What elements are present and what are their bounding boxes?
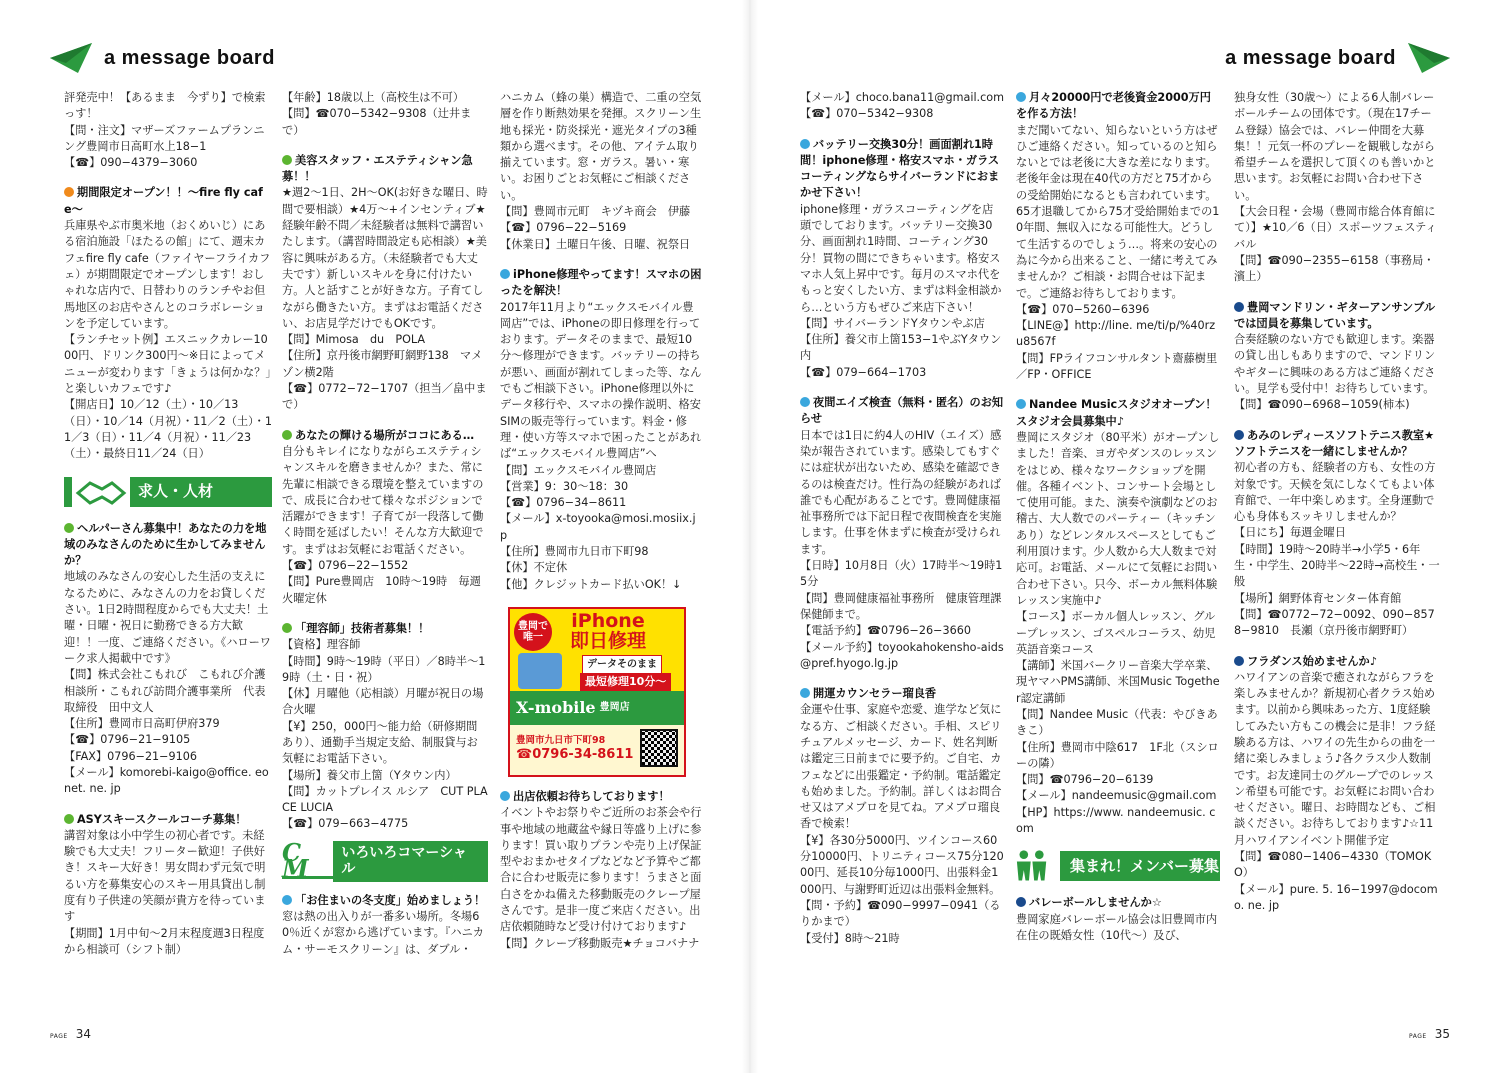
ad-top (510, 609, 684, 691)
article (1234, 428, 1440, 640)
bullet-dot-icon (800, 688, 810, 698)
article-line: 【問】カットプレイス ルシア CUT PLACE LUCIA (282, 784, 488, 815)
article-line: 【問】豊岡市元町 キヅキ商会 伊藤 (500, 205, 691, 219)
article-line: 【問】☎0772−72−0092、090−8578−9810 長瀬（京丹後市網野町） (1234, 607, 1435, 638)
brand-store: 豊岡店 (599, 701, 630, 713)
page-number-left (50, 1027, 91, 1041)
article-title-text: 美容スタッフ・エステティシャン急募！！ (282, 153, 473, 184)
article-line: 【他】クレジットカード払いOK！↓ (500, 577, 682, 591)
article-line: 【問】サイバーランドYタウンやぶ店 (800, 316, 985, 330)
page-gutter (742, 0, 758, 1073)
article-line: 【場所】養父市上箇（Yタウン内） (282, 768, 457, 782)
article-line: 【期間】1月中旬〜2月末程度週3日程度から相談可（シフト制） (64, 926, 265, 956)
article-list (282, 893, 488, 958)
article-title (64, 185, 272, 218)
article-line: ★週2〜1日、2H〜OK(お好きな曜日、時間で要相談）★4万〜+インセンティブ★経験年齢不問／未経験者は無料で講習いたします。（講習時間設定も応相談）★美容に興味がある方。（未経験者でも大丈夫です）新しいスキルを身に付けたい方。人と話すことが好きな方。子育てしながら働きたい方。まずはお電話ください、お店見学だけでもOKです。 (282, 186, 488, 330)
bullet-dot-icon (500, 269, 510, 279)
header-title: a message board (104, 46, 275, 69)
article-title (1016, 90, 1220, 123)
article (1016, 895, 1220, 944)
bullet-dot-icon (1234, 656, 1244, 666)
ad-tel: ☎0796-34-8611 (516, 746, 634, 762)
bullet-dot-icon (800, 397, 810, 407)
article-line: 【問】Nandee Music（代表：やびきあきこ） (1016, 707, 1218, 738)
article-list (64, 90, 272, 463)
article-title (1016, 895, 1220, 911)
article-line: 【休業日】土曜日午後、日曜、祝祭日 (500, 237, 691, 251)
article-list (1016, 895, 1220, 944)
article-title (64, 521, 272, 570)
article-line: 【住所】豊岡市日高町伊府379 (64, 717, 220, 731)
ad-address: 豊岡市九日市下町98 (516, 734, 606, 746)
article-line: 初心者の方も、経験者の方も、女性の方対象です。天候を気にしなくてもよい体育館で、一年中楽しめます。全身運動で心も身体もスッキリしませんか？ (1234, 461, 1436, 524)
article-title-text: 期間限定オープン！！〜fire fly cafe〜 (64, 186, 263, 216)
page-label: PAGE (1409, 1033, 1427, 1040)
article-title (282, 621, 488, 637)
article (282, 893, 488, 958)
article-title (1234, 654, 1440, 670)
bullet-dot-icon (64, 187, 74, 197)
article-title (500, 267, 702, 300)
article-line: 金運や仕事、家庭や恋愛、進学など気になる方、ご相談ください。手相、スピリチュアルメッセージ、カード、姓名判断は鑑定三日前までに要予約。ご自宅、カフェなどに出張鑑定・予約制。電話鑑定も始めました。予約制。詳しくはお問合せ又はアメブロを見てね。アメブロ瑠良香で検索！ (800, 703, 1002, 831)
article-list (64, 521, 272, 959)
article-line: 【資格】理容師 (282, 638, 361, 652)
article (282, 428, 488, 607)
article (800, 395, 1013, 672)
article (282, 621, 488, 833)
bullet-dot-icon (282, 895, 292, 905)
article-title-text: 開運カウンセラー瑠良香 (813, 687, 937, 701)
article-line: 【☎】079−664−1703 (800, 365, 927, 379)
article-title-text: 豊岡マンドリン・ギターアンサンブルでは団員を募集しています。 (1234, 300, 1436, 330)
section-title: いろいろコマーシャル (333, 841, 488, 882)
article-line: 【休】月曜他（応相談）月曜が祝日の場合火曜 (282, 687, 484, 717)
article-line: 【LINE@】http://line. me/ti/p/%40rzu8567f (1016, 319, 1216, 349)
article-line: 【メール予約】toyookahokensho-aids@pref.hyogo.lg.jp (800, 640, 1004, 670)
article (800, 137, 1004, 381)
column-5 (1016, 90, 1220, 1020)
article (800, 90, 1004, 123)
section-banner-members (1016, 851, 1220, 881)
article-line: 【大会日程・会場（豊岡市総合体育館にて）】★10／6（日）スポーツフェスティバル (1234, 205, 1437, 251)
article (500, 267, 702, 593)
article-line: 合奏経験のない方でも歓迎します。楽器の貸し出しもありますので、マンドリンやギターに興味のある方はご連絡ください。見学も受付中！お待ちしています。 (1234, 333, 1436, 396)
cm-logo: CM (282, 837, 309, 884)
article-title-text: 月々20000円で老後資金2000万円を作る方法！ (1016, 91, 1211, 121)
handshake-icon (72, 471, 130, 511)
article-line: まだ聞いてない、知らないという方はぜひご連絡ください。知っているのと知らないとでは老後に大きな差になります。老後年金は現在40代の方だと75才からの受給開始になるとも言われています。65才退職してから75才受給開始までの10年間、無収入になる可能性大。どうして生活するのでしょう…。将来の安心の為に今から出来ること、一緒に考えてみませんか？ご相談・お問合せは下記まで。ご連絡お待ちしております。 (1016, 123, 1220, 300)
article-title-text: あみのレディースソフトテニス教室★ソフトテニスを一緒にしませんか？ (1234, 428, 1435, 458)
article-title-text: バレーボールしませんか☆ (1029, 896, 1162, 910)
article-title (282, 153, 488, 186)
column-4 (800, 90, 1013, 1020)
bullet-dot-icon (64, 523, 74, 533)
article-line: 【☎】090−4379−3060 (64, 156, 198, 170)
article-line: 自分もキレイになりながらエステティシャンスキルを磨きませんか？また、常に先輩に相談できる環境を整えていますので、成長に合わせて様々なポジションで活躍ができます！子育てが一段落して働く時間を延ばしたい！そんな方大歓迎です。まずはお気軽にお電話ください。 (282, 444, 484, 556)
article-line: 評発売中！【あるまま 今ずり】で検索っす！ (64, 91, 266, 121)
article-line: 【年齢】18歳以上（高校生は不可） (282, 91, 465, 104)
article-title (64, 812, 272, 828)
article (500, 789, 702, 952)
article-line: 【HP】https://www. nandeemusic. com (1016, 805, 1216, 836)
bullet-dot-icon (1234, 430, 1244, 440)
article-line: イベントやお祭りやご近所のお茶会や行事や地域の地蔵盆や縁日等盛り上げに参ります！買い取りプランや売り上げ保証型やおまかせタイプなどなど予算やご都合に合わせ販売に参ります！うまさと面白さをかね備えた移動販売のクレープ屋さんです。是非一度ご来店ください。出店依頼随時など受け付けております♪ (500, 806, 702, 934)
brand-name: X-mobile (516, 697, 596, 717)
phone-image (518, 653, 562, 689)
article-title (282, 893, 488, 909)
ad-badge: 豊岡で唯一 (514, 613, 552, 651)
article-line: 【問】豊岡健康福祉事務所 健康管理課 保健師まで。 (800, 591, 1013, 621)
article-line: 【メール】nandeemusic@gmail.com (1016, 789, 1217, 803)
article (1234, 654, 1440, 915)
qr-code-icon (640, 729, 678, 767)
bullet-dot-icon (1016, 399, 1026, 409)
article-title-text: iPhone修理やってます！スマホの困ったを解決！ (500, 267, 702, 298)
page-number: 34 (75, 1027, 91, 1041)
article-line: 地域のみなさんの安心した生活の支えになるために、みなさんの力をお貸しください。1日2時間程度からでも大丈夫！土曜・日曜・祝日に勤務できる方大歓迎！！一度、ご連絡ください。《ハローワーク求人掲載中です》 (64, 570, 271, 665)
article-line: 【☎】0796−34−8611 (500, 496, 627, 510)
article-title (282, 428, 488, 444)
bullet-dot-icon (282, 430, 292, 440)
bullet-dot-icon (282, 623, 292, 633)
iphone-repair-ad (508, 607, 686, 777)
article (64, 521, 272, 798)
article-title-text: 出店依頼お待ちしております！ (513, 789, 670, 803)
page-header-right (1215, 38, 1452, 78)
article-line: 【休】不定休 (500, 561, 568, 575)
article-line: 【問】エックスモバイル豊岡店 (500, 463, 657, 477)
article-line: ハワイアンの音楽で癒されながらフラを楽しみませんか？新規初心者クラス始めます。以前から興味あった方、1度経験してみたい方もこの機会に是非！フラ経験ある方は、ハワイの先生からの曲を一緒に楽しみましょう♪各クラス少人数制です。お友達同士のグループでのレッスン希望も可能です。お気軽にお問い合わせください。曜日、お時間なども、ご相談ください。お待ちしております♪☆11月ハワイアンイベント開催予定 (1234, 670, 1436, 847)
article-title-text: Nandee Musicスタジオオープン！スタジオ会員募集中♪ (1016, 398, 1217, 428)
article (1234, 300, 1440, 414)
bullet-dot-icon (282, 155, 292, 165)
bullet-dot-icon (64, 814, 74, 824)
ad-title-line-1: iPhone (571, 609, 645, 632)
article-list (282, 90, 488, 833)
column-6 (1234, 90, 1440, 1020)
article-line: 【住所】豊岡市九日市下町98 (500, 545, 649, 559)
article-line: 【問】☎090−6968−1059(柿本) (1234, 398, 1410, 412)
page-header-left (48, 38, 285, 78)
article (1016, 397, 1220, 837)
article (1016, 90, 1220, 383)
ad-title (570, 611, 646, 651)
article (64, 185, 272, 462)
article (500, 90, 702, 253)
article-list (1016, 90, 1220, 837)
column-1 (64, 90, 272, 1020)
article-line: 【FAX】0796−21−9106 (64, 749, 198, 763)
article-line: 【問・注文】マザーズファームプランニング豊岡市日高町水上18−1 (64, 123, 265, 153)
article-line: 【☎】0796−22−1552 (282, 559, 409, 573)
article-line: 【開店日】10／12（土）・10／13（日）・10／14（月祝）・11／2（土）・11／3（日）・11／4（月祝）・11／23（土）・最終日11／24（日） (64, 398, 272, 461)
article-line: 【メール】x-toyooka@mosi.mosiix.jp (500, 512, 696, 542)
paper-plane-icon (48, 41, 94, 75)
people-icon (1010, 845, 1060, 885)
article-title-text: フラダンス始めませんか♪ (1247, 654, 1377, 668)
article-title (1234, 300, 1440, 333)
article-line: 【☎】0796−22−5169 (500, 221, 627, 235)
article-title (800, 686, 1004, 702)
article-line: 【¥】各30分5000円、ツインコース60分10000円、トリニティコース75分12000円、延長10分毎1000円、出張料金1000円、与謝野町近辺は出張料金無料。 (800, 833, 1004, 896)
article-line: 【問】☎080−1406−4330（TOMOKO） (1234, 850, 1432, 880)
article-line: 【電話予約】☎0796−26−3660 (800, 624, 971, 638)
article-line: 【☎】070−5260−6396 (1016, 302, 1150, 316)
article-title-text: 「お住まいの冬支度」始めましょう！ (295, 893, 486, 907)
article-line: 【メール】pure. 5. 16−1997@docomo. ne. jp (1234, 882, 1438, 912)
section-banner-jobs (64, 477, 272, 507)
article (64, 90, 272, 171)
column-3 (500, 90, 702, 1020)
page-number: 35 (1434, 1027, 1450, 1041)
article-line: 【問】FPライフコンサルタント齋藤樹里／FP・OFFICE (1016, 351, 1218, 382)
section-title: 集まれ！メンバー募集 (1070, 857, 1219, 876)
article-line: 日本では1日に約4人のHIV（エイズ）感染が報告されています。感染してもすぐには症状が出ないため、感染を確認できるのは検査だけ。性行為の経験があれば誰でも心配があることです。豊岡健康福祉事務所では下記日程で夜間検査を実施します。仕事を休まずに検査が受けられます。 (800, 428, 1002, 556)
article-line: 【住所】京丹後市網野町網野138 マメゾン横2階 (282, 349, 483, 379)
ad-bottom (510, 725, 684, 771)
header-title: a message board (1225, 46, 1396, 69)
article-line: 【問】株式会社こもれび こもれび介護相談所・こもれび訪問介護事業所 代表取締役 田中文人 (64, 668, 266, 714)
article-title (800, 395, 1004, 428)
article-line: 【受付】8時〜21時 (800, 931, 900, 945)
article-line: 【住所】養父市上箇153−1やぶYタウン内 (800, 333, 1002, 363)
article-line: 【時間】19時〜20時半→小学5・6年生・中学生、20時半〜22時→高校生・一般 (1234, 542, 1440, 589)
article-line: 独身女性（30歳〜）による6人制バレーボールチームの団体です。（現在17チーム登録）協会では、バレー仲間を大募集！！元気一杯のプレーを観戦しながら希望チームを選択して頂くのも善いかと思います。お気軽にお問い合わせ下さい。 (1234, 91, 1436, 202)
article-title-text: ASYスキースクールコーチ募集！ (77, 812, 247, 826)
article-title-text: 「理容師」技術者募集！！ (295, 621, 430, 635)
article-line: 【問】☎070−5342−9308（辻井まで） (282, 107, 472, 137)
paper-plane-icon (1406, 41, 1452, 75)
article-line: 【問】☎090−2355−6158（事務局・濱上） (1234, 253, 1435, 284)
article-title (800, 137, 1004, 202)
article (800, 686, 1004, 947)
article-list (500, 789, 702, 952)
article-line: 【日にち】毎週金曜日 (1234, 526, 1346, 540)
ad-address-block (516, 734, 640, 762)
article-line: 【問】☎0796−20−6139 (1016, 773, 1154, 787)
page-label: PAGE (50, 1033, 68, 1040)
article-line: 【時間】9時〜19時（平日）／8時半〜19時（土・日・祝） (282, 654, 486, 684)
article-line: 【☎】079−663−4775 (282, 817, 409, 831)
article-line: 【☎】0796−21−9105 (64, 733, 191, 747)
column-2 (282, 90, 488, 1020)
article-title (1234, 428, 1440, 461)
article-list (1234, 90, 1440, 914)
article (282, 90, 488, 139)
article-line: 【日時】10月8日（火）17時半〜19時15分 (800, 559, 1003, 589)
article-line: 【¥】250，000円〜能力給（研修期間あり）、通勤手当規定支給、制服貸与お気軽にお電話下さい。 (282, 719, 478, 766)
article-list (800, 90, 1013, 947)
article-line: 【ランチセット例】エスニックカレー1000円、ドリンク300円〜※日によってメニューが変わります「きょうは何かな？」と楽しいカフェです♪ (64, 333, 271, 396)
article-line: ハニカム（蜂の巣）構造で、二重の空気層を作り断熱効果を発揮。スクリーン生地も採光・防炎採光・遮光タイプの3種類から選べます。その他、アイテム取り揃えています。窓・ガラス。暑い・寒い。お困りごとお気軽にご相談ください。 (500, 91, 702, 202)
article-line: 【☎】0772−72−1707（担当／畠中まで） (282, 382, 487, 412)
article-line: iphone修理・ガラスコーティングを店頭でしております。バッテリー交換30分、画面割れ1時間、コーティング30分！買物の間にできちゃいます。格安スマホ人気上昇中です。毎月のスマホ代をもっと安くしたい方、まずは料金相談から…という方もぜひご来店下さい！ (800, 202, 1002, 314)
article-line: 【メール】choco.bana11@gmail.com (800, 91, 1005, 104)
article-title-text: あなたの輝ける場所がココにある… (295, 428, 475, 442)
article-title (500, 789, 702, 805)
article-line: 窓は熱の出入りが一番多い場所。冬場60％近くが窓から逃げています。『ハニカム・サーモスクリーン』は、ダブル・ (282, 910, 484, 956)
article-line: 豊岡にスタジオ（80平米）がオープンしました！音楽、ヨガやダンスのレッスンをはじめ、様々なワークショップを開催。各種イベント、コンサート会場として使用可能。また、演奏や演劇などのお稽古、大人数でのパーティー（キッチンあり）などレンタルスペースとしてもご利用頂けます。少人数から大人数まで対応可。お電話、メールにて気軽にお問い合わせ下さい。只今、ボーカル無料体験レッスン実施中♪ (1016, 430, 1220, 607)
article (64, 812, 272, 959)
ad-subtitle: データそのまま (582, 655, 662, 675)
article (282, 153, 488, 414)
article-title-text: バッテリー交換30分！画面割れ1時間！iphone修理・格安スマホ・ガラスコーティングならサイバーランドにおまかせ下さい！ (800, 137, 1000, 200)
article-line: 【講師】米国バークリー音楽大学卒業、現ヤマハPMS講師、米国Music Together認定講師 (1016, 659, 1220, 705)
article (1234, 90, 1440, 286)
article-line: 【☎】070−5342−9308 (800, 107, 934, 121)
bullet-dot-icon (1016, 92, 1026, 102)
article-line: 【メール】komorebi-kaigo@office. eonet. ne. jp (64, 765, 269, 796)
section-banner-cm (282, 837, 488, 884)
article-line: 豊岡家庭バレーボール協会は旧豊岡市内在住の既婚女性（10代〜）及び、 (1016, 912, 1218, 942)
page-number-right (1409, 1027, 1450, 1041)
section-title: 求人・人材 (138, 482, 214, 501)
bullet-dot-icon (500, 791, 510, 801)
article-line: 2017年11月より“エックスモバイル豊岡店”では、iPhoneの即日修理を行っております。データそのままで、最短10分〜修理ができます。バッテリーの持ちが悪い、画面が割れてしまった等、なんでもご相談下さい。iPhone修理以外にデータ移行や、スマホの操作説明、格安SIMの販売等行っています。料金・修理・使い方等スマホで困ったことがあれば“エックスモバイル豊岡店”へ (500, 300, 702, 461)
article-title (1016, 397, 1220, 430)
article-line: 兵庫県やぶ市奥米地（おくめいじ）にある宿泊施設「ほたるの館」にて、週末カフェfire fly cafe（ファイヤーフライカフェ）が期間限定でオープンします！おしゃれな店内で、日替わりのランチやお但馬地区のお店やさんとのコラボレーションを予定しています。 (64, 219, 271, 330)
ad-title-line-2: 即日修理 (570, 629, 647, 652)
article-list (500, 90, 702, 593)
article-line: 【問・予約】☎090−9997−0941（るりかまで） (800, 898, 1001, 929)
bullet-dot-icon (1016, 897, 1026, 907)
article-line: 【問】Pure豊岡店 10時〜19時 毎週火曜定休 (282, 575, 481, 605)
article-title-text: 夜間エイズ検査（無料・匿名）のお知らせ (800, 396, 1004, 426)
article-line: 【営業】9：30〜18：30 (500, 479, 629, 493)
article-line: 【コース】ボーカル個人レッスン、グループレッスン、ゴスペルコーラス、幼児英語音楽コース (1016, 610, 1216, 656)
article-line: 【住所】豊岡市中陰617 1F北（スシローの隣） (1016, 740, 1219, 770)
article-line: 講習対象は小中学生の初心者です。未経験でも大丈夫！フリーター歓迎！子供好き！スキー大好き！男女問わず元気で明るい方を募集安心のスキー用具貸出し制度有り子供達の笑顔が貴方を待っています (64, 828, 266, 924)
article-title-text: ヘルパーさん募集中！あなたの力を地域のみなさんのために生かしてみませんか？ (64, 521, 267, 568)
ad-min-time: 最短修理10分〜 (580, 673, 671, 691)
article-line: 【場所】網野体育センター体育館 (1234, 591, 1402, 605)
bullet-dot-icon (800, 139, 810, 149)
ad-brand (510, 691, 684, 725)
bullet-dot-icon (1234, 302, 1244, 312)
article-line: 【問】クレープ移動販売★チョコバナナ (500, 936, 700, 950)
article-line: 【問】Mimosa du POLA (282, 333, 426, 347)
